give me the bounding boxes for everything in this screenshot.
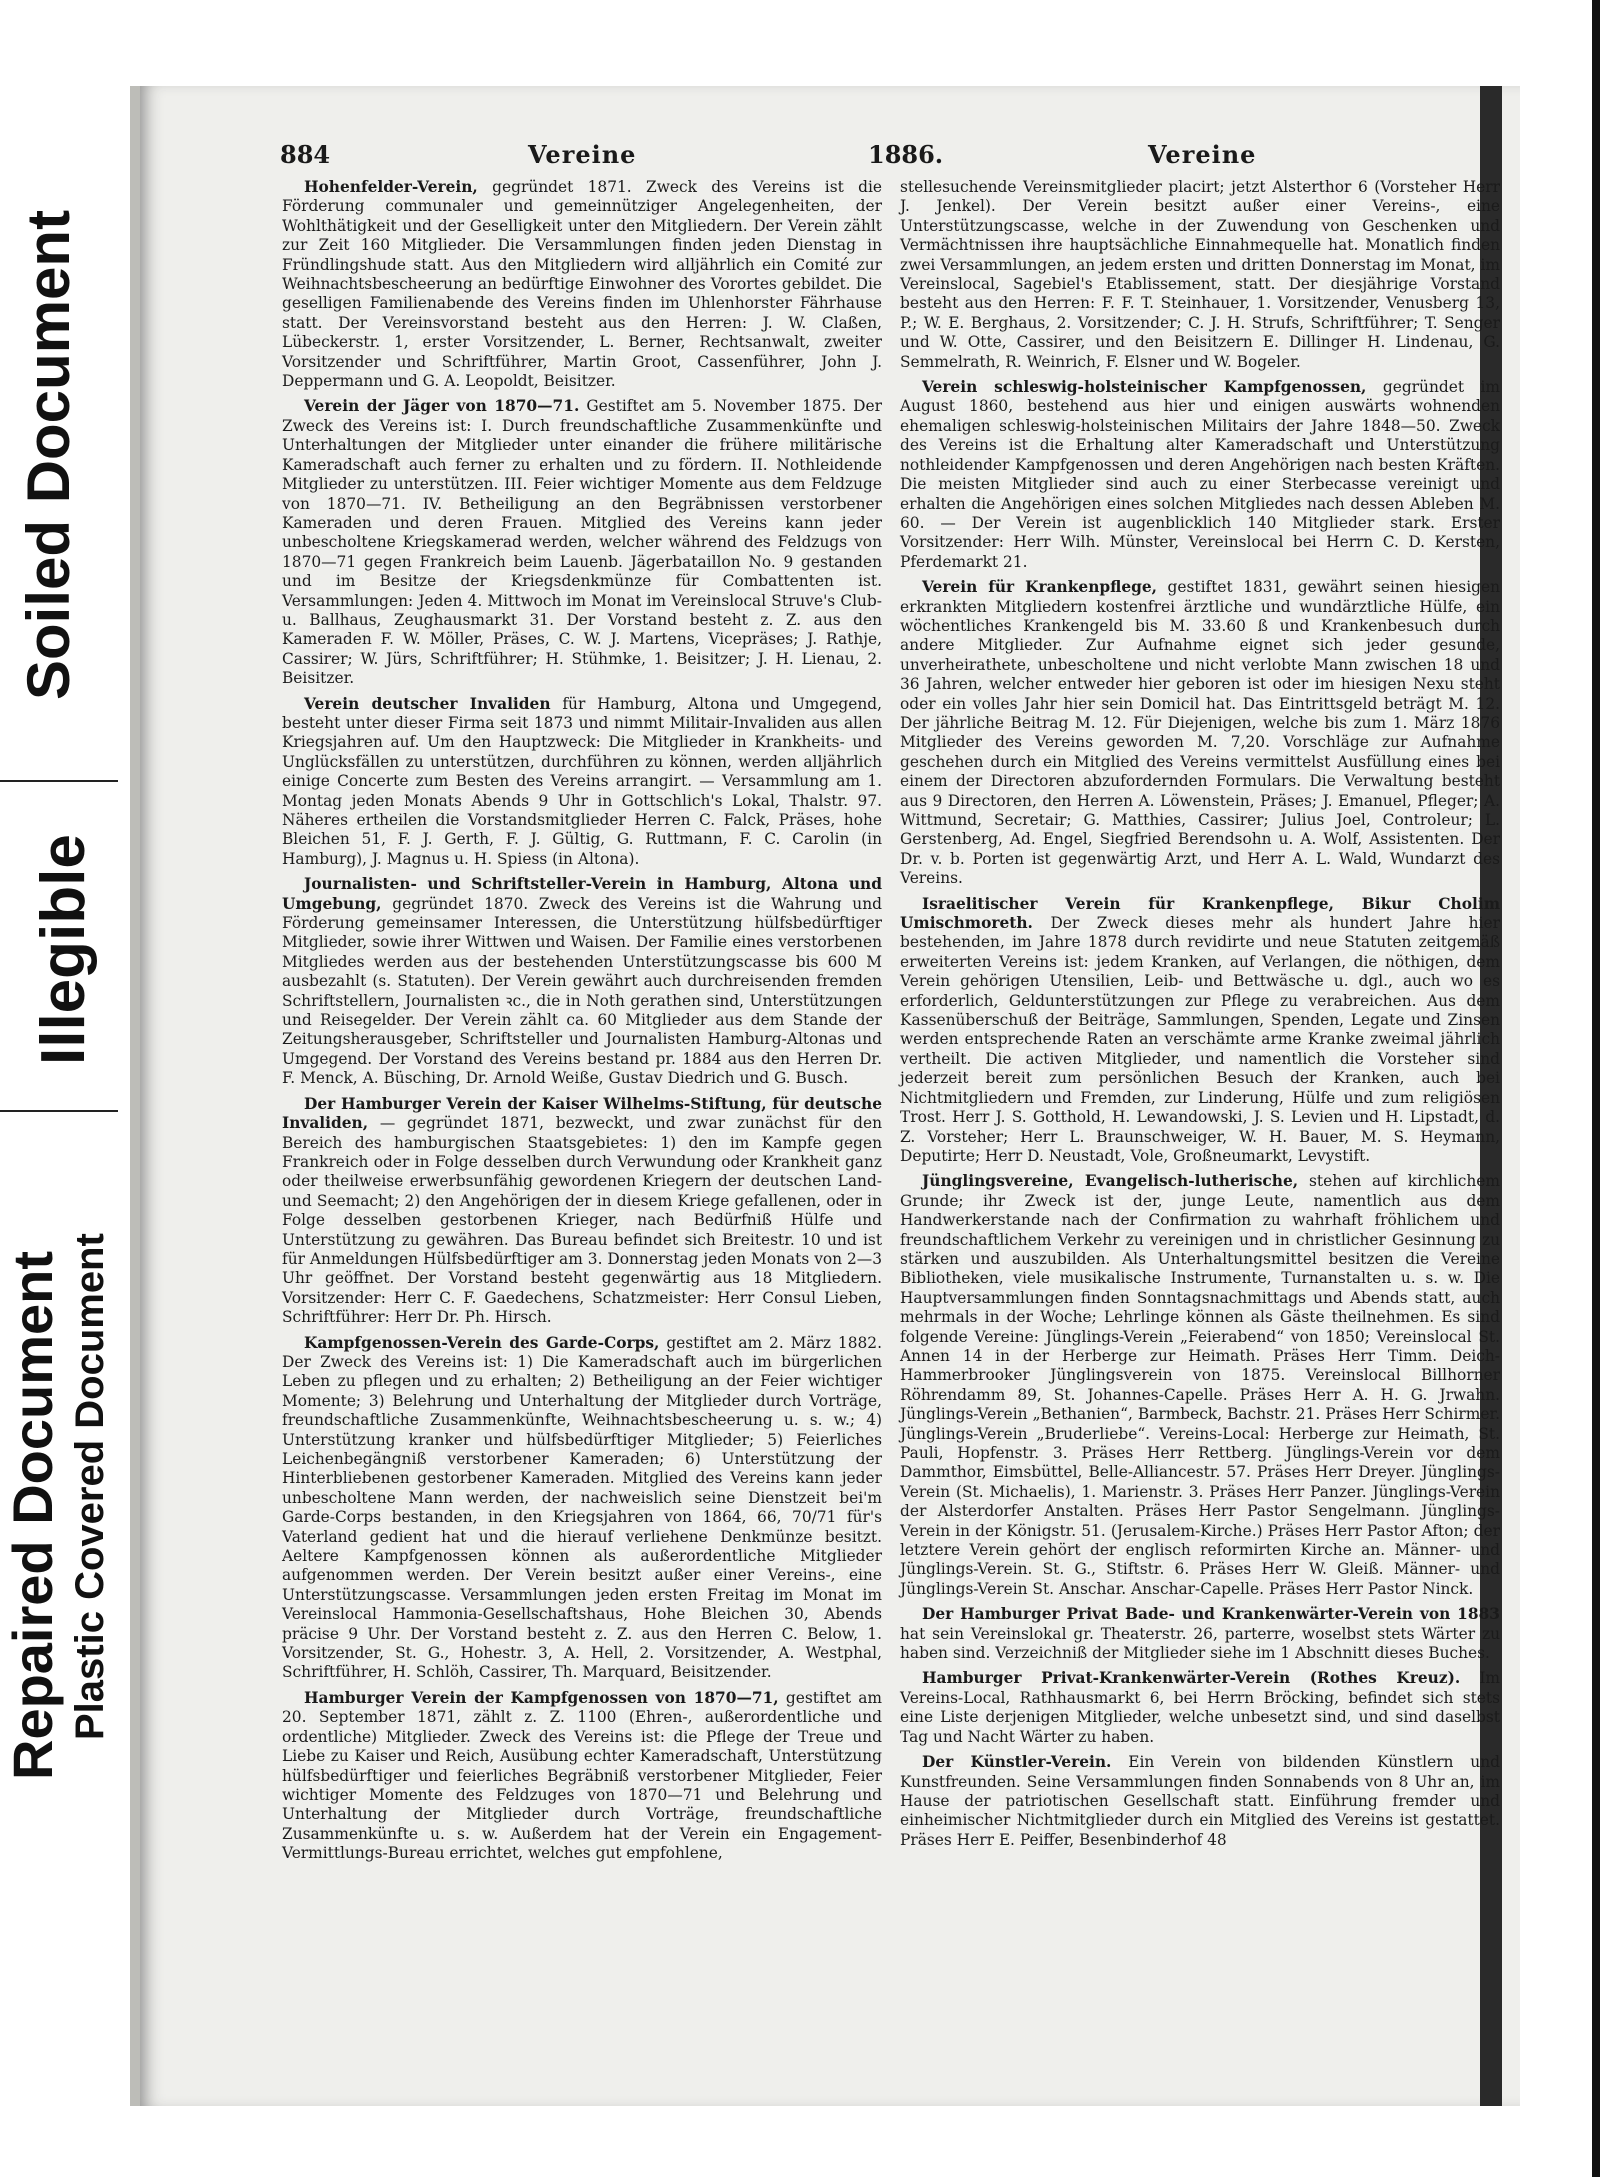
plastic-covered-document-label: Plastic Covered Document bbox=[68, 1233, 112, 1740]
entry-title: Israelitischer Verein für Krankenpflege, Bikur Cholim Umischmoreth. bbox=[900, 894, 1500, 933]
page-header bbox=[148, 140, 1488, 180]
entry-body: Gestiftet am 5. November 1875. Der Zweck des Vereins ist: I. Durch freundschaftliche Zusammenkünfte und Unterhaltungen der Mitglieder unter einander die frühere militärische Kameradschaft auch ferner zu erhalten und zu fördern. II. Nothleidende Mitglieder zu unterstützen. III. Feier wichtiger Momente aus dem Feldzuge von 1870—71. IV. Betheiligung an den Begräbnissen verstorbener Kameraden und deren Frauen. Mitglied des Vereins kann jeder unbescholtene Kriegskamerad werden, welcher während des Feldzugs von 1870—71 gegen Frankreich beim Lauenb. Jägerbataillon No. 9 gestanden und im Besitze der Kriegsdenkmünze für Combattenten ist. Versammlungen: Jeden 4. Mittwoch im Monat im Vereinslocal Struve's Club- u. Ballhaus, Zeughausmarkt 31. Der Vorstand besteht z. Z. aus den Kameraden F. W. Möller, Präses, C. W. J. Martens, Vicepräses; J. Rathje, Cassirer; W. Jürs, Schriftführer; H. Stühmke, 1. Beisitzer; J. H. Lienau, 2. Beisitzer. bbox=[282, 397, 882, 688]
margin-divider bbox=[0, 780, 118, 782]
entry bbox=[900, 1172, 1500, 1599]
entry bbox=[900, 578, 1500, 889]
entry-title: Hamburger Privat-Krankenwärter-Verein (Rothes Kreuz). bbox=[922, 1669, 1461, 1688]
entry bbox=[282, 397, 882, 688]
entry-body: gegründet 1871. Zweck des Vereins ist die Förderung communaler und gemeinnütziger Angelegenheiten, der Wohlthätigkeit und der Geselligkeit unter den Mitgliedern. Der Verein zählt zur Zeit 160 Mitglieder. Die Versammlungen finden jeden Dienstag in Fründlingshude statt. Aus den Mitgliedern wird alljährlich ein Comité zur Weihnachtsbescheerung an bedürftige Einwohner des Vorortes gebildet. Die geselligen Familienabende des Vereins finden im Uhlenhorster Fährhause statt. Der Vereinsvorstand besteht aus den Herren: J. W. Claßen, Lübeckerstr. 1, erster Vorsitzender, L. Berner, Rechtsanwalt, zweiter Vorsitzender und Schriftführer, Martin Groot, Cassenführer, John J. Deppermann und G. A. Leopoldt, Beisitzer. bbox=[282, 178, 882, 391]
entry bbox=[900, 1669, 1500, 1747]
page-number: 884 bbox=[280, 140, 331, 169]
entry-body: — gegründet 1871, bezweckt, und zwar zunächst für den Bereich des hamburgischen Staatsgebietes: 1) den im Kampfe gegen Frankreich oder in Folge desselben durch Verwundung oder Krankheit ganz oder theilweise erwerbsunfähig gewordenen Kriegern der deutschen Land- und Seemacht; 2) den Angehörigen der in diesem Kriege gefallenen, oder in Folge desselben gestorbenen Krieger, nach Bedürfniß Hülfe und Unterstützung zu gewähren. Das Bureau befindet sich Breitestr. 10 und ist für Anmeldungen Hülfsbedürftiger am 3. Donnerstag jeden Monats von 2—3 Uhr geöffnet. Der Vorstand besteht gegenwärtig aus 18 Mitgliedern. Vorsitzender: Herr C. F. Gaedechens, Schatzmeister: Herr Consul Lieben, Schriftführer: Herr Dr. Ph. Hirsch. bbox=[282, 1114, 882, 1327]
left-column bbox=[282, 178, 882, 1870]
entry-body: Ein Verein von bildenden Künstlern und Kunstfreunden. Seine Versammlungen finden Sonnabends von 8 Uhr an, im Hause der patriotischen Gesellschaft statt. Einführung fremder und einheimischer Nichtmitglieder durch ein Mitglied des Vereins ist gestattet. Präses Herr E. Peiffer, Besenbinderhof 48 bbox=[900, 1753, 1500, 1849]
soiled-document-label: Soiled Document bbox=[15, 209, 82, 700]
entry-title: Hohenfelder-Verein, bbox=[304, 178, 478, 196]
entry bbox=[282, 1095, 882, 1328]
entry-body: hat sein Vereinslokal gr. Theaterstr. 26, parterre, woselbst stets Wärter zu haben sind. Verzeichniß der Mitglieder siehe im 1 Abschnitt dieses Buches. bbox=[900, 1624, 1500, 1663]
entry-body: Im Vereins-Local, Rathhausmarkt 6, bei Herrn Bröcking, befindet sich stets eine Liste derjenigen Mitglieder, welche unbesetzt sind, und sind daselbst Tag und Nacht Wärter zu haben. bbox=[900, 1669, 1500, 1746]
entry-title: Jünglingsvereine, Evangelisch-lutherische, bbox=[922, 1172, 1299, 1191]
entry bbox=[282, 1689, 882, 1864]
year-heading: 1886. bbox=[868, 140, 944, 169]
running-title-right: Vereine bbox=[1148, 140, 1257, 169]
entry-body: gegründet im August 1860, bestehend aus hier und einigen auswärts wohnenden ehemaligen schleswig-holsteinischen Militairs der Jahre 1848—50. Zweck des Vereins ist die Erhaltung alter Kameradschaft und Unterstützung nothleidender Kampfgenossen und deren Angehörigen nach besten Kräften. Die meisten Mitglieder sind auch zu einer Sterbecasse vereinigt und erhalten die Angehörigen eines solchen Mitgliedes nach dessen Ableben M. 60. — Der Verein ist augenblicklich 140 Mitglieder stark. Erster Vorsitzender: Herr Wilh. Münster, Vereinslocal bei Herrn C. D. Kersten, Pferdemarkt 21. bbox=[900, 378, 1500, 571]
illegible-label: Illegible bbox=[29, 834, 98, 1065]
entry bbox=[900, 1753, 1500, 1850]
entry-title: Verein schleswig-holsteinischer Kampfgenossen, bbox=[922, 378, 1367, 397]
entry-title: Verein für Krankenpflege, bbox=[922, 578, 1158, 597]
entry-title: Der Hamburger Verein der Kaiser Wilhelms-Stiftung, für deutsche Invaliden, bbox=[282, 1094, 882, 1133]
entry-body: gegründet 1870. Zweck des Vereins ist die Wahrung und Förderung gemeinsamer Interessen, die Unterstützung hülfsbedürftiger Mitglieder, sowie ihrer Wittwen und Waisen. Der Familie eines verstorbenen Mitgliedes werden aus der bestehenden Unterstützungscasse bis 600 M ausbezahlt (s. Statuten). Der Verein gewährt auch durchreisenden fremden Schriftstellern, Journalisten ꝛc., die in Noth gerathen sind, Unterstützungen und Reisegelder. Der Verein zählt ca. 60 Mitglieder aus dem Stande der Zeitungsherausgeber, Schriftsteller und Journalisten Hamburg-Altonas und Umgegend. Der Vorstand des Vereins bestand pr. 1884 aus den Herren Dr. F. Menck, A. Büsching, Dr. Arnold Weiße, Gustav Diedrich und G. Busch. bbox=[282, 894, 882, 1088]
margin-divider bbox=[0, 1110, 118, 1112]
entry-title: Verein der Jäger von 1870—71. bbox=[304, 397, 580, 416]
entry-continuation bbox=[900, 178, 1500, 372]
entry bbox=[900, 895, 1500, 1167]
entry bbox=[282, 875, 882, 1088]
scan-border bbox=[1592, 0, 1600, 2177]
right-column bbox=[900, 178, 1500, 1856]
entry bbox=[282, 695, 882, 870]
entry-title: Verein deutscher Invaliden bbox=[304, 694, 551, 713]
entry bbox=[900, 378, 1500, 572]
entry-body: gestiftet am 20. September 1871, zählt z. Z. 1100 (Ehren-, außerordentliche und ordentliche) Mitglieder. Zweck des Vereins ist: die Pflege der Treue und Liebe zu Kaiser und Reich, Ausübung echter Kameradschaft, Unterstützung hülfsbedürftiger und feierliches Begräbniß verstorbener Mitglieder, Feier wichtiger Momente des Feldzuges von 1870—71 und Belehrung und Unterhaltung der Mitglieder durch Vorträge, freundschaftliche Zusammenkünfte u. s. w. Außerdem hat der Verein ein Engagement-Vermittlungs-Bureau errichtet, welches gut empfohlene, bbox=[282, 1688, 882, 1863]
entry-body: stellesuchende Vereinsmitglieder placirt; jetzt Alsterthor 6 (Vorsteher Herr J. Jenkel). Der Verein besitzt außer einer Vereins-, eine Unterstützungscasse, welche in der Zuwendung von Geschenken und Vermächtnissen ihre hauptsächliche Einnahmequelle hat. Monatlich finden zwei Versammlungen, an jedem ersten und dritten Donnerstag im Monat, im Vereinslocal, Sagebiel's Etablissement, statt. Der diesjährige Vorstand besteht aus den Herren: F. F. T. Steinhauer, 1. Vorsitzender, Venusberg 13, P.; W. E. Berghaus, 2. Vorsitzender; C. J. H. Strufs, Schriftführer; T. Senger und W. Otte, Cassirer, und den Beisitzern E. Dillinger H. Lindenau, G. Semmelrath, R. Weinrich, F. Elsner und W. Bogeler. bbox=[900, 178, 1500, 371]
repaired-document-label: Repaired Document bbox=[1, 1251, 64, 1780]
entry-title: Der Hamburger Privat Bade- und Krankenwärter-Verein von 1883 bbox=[922, 1605, 1500, 1624]
entry-title: Kampfgenossen-Verein des Garde-Corps, bbox=[304, 1333, 660, 1352]
entry-body: Der Zweck dieses mehr als hundert Jahre hier bestehenden, im Jahre 1878 durch revidirte und neue Statuten zeitgemäß erweiterten Vereins ist: jedem Kranken, auf Verlangen, die nöthigen, dem Verein gehörigen Utensilien, Leib- und Bettwäsche u. dgl., auch wo es erforderlich, Geldunterstützungen zur Pflege zu verabreichen. Aus dem Kassenüberschuß der Beiträge, Sammlungen, Spenden, Legate und Zinsen werden entsprechende Raten an verschämte arme Kranke zweimal jährlich vertheilt. Die activen Mitglieder, und namentlich die Vorsteher sind jederzeit bereit zum persönlichen Besuch der Kranken, auch bei Nichtmitgliedern und Fremden, zur Linderung, Hülfe und zum religiösen Trost. Herr J. S. Gotthold, H. Lewandowski, J. S. Levien und H. Lipstadt, d. Z. Vorsteher; Herr L. Braunschweiger, W. H. Bauer, M. S. Heymann, Deputirte; Herr D. Neustadt, Vole, Großneumarkt, Levystift. bbox=[900, 914, 1500, 1165]
entry bbox=[282, 1334, 882, 1683]
entry bbox=[282, 178, 882, 391]
entry-title: Journalisten- und Schriftsteller-Verein in Hamburg, Altona und Umgebung, bbox=[282, 875, 882, 913]
entry-title: Der Künstler-Verein. bbox=[922, 1753, 1112, 1772]
entry-title: Hamburger Verein der Kampfgenossen von 1870—71, bbox=[304, 1688, 779, 1707]
entry-body: für Hamburg, Altona und Umgegend, besteht unter dieser Firma seit 1873 und nimmt Militair-Invaliden aus allen Kriegsjahren auf. Um den Hauptzweck: Die Mitglieder in Krankheits- und Unglücksfällen zu unterstützen, durchführen zu können, werden alljährlich einige Concerte zum Besten des Vereins arrangirt. — Versammlung am 1. Montag jeden Monats Abends 9 Uhr in Gottschlich's Lokal, Thalstr. 97. Näheres ertheilen die Vorstandsmitglieder Herren C. Falck, Präses, hohe Bleichen 51, F. J. Gerth, F. J. Gültig, G. Ruttmann, F. C. Carolin (in Hamburg), J. Magnus u. H. Spiess (in Altona). bbox=[282, 694, 882, 868]
running-title-left: Vereine bbox=[528, 140, 637, 169]
entry bbox=[900, 1605, 1500, 1663]
entry-body: gestiftet am 2. März 1882. Der Zweck des Vereins ist: 1) Die Kameradschaft auch im bürgerlichen Leben zu pflegen und zu erhalten; 2) Betheiligung an der Feier wichtiger Momente; 3) Belehrung und Unterhaltung der Mitglieder durch Vorträge, freundschaftliche Zusammenkünfte, Weihnachtsbescheerung u. s. w.; 4) Unterstützung kranker und hülfsbedürftiger Mitglieder; 5) Feierliches Leichenbegängniß verstorbener Kameraden; 6) Unterstützung der Hinterbliebenen gestorbener Kameraden. Mitglied des Vereins kann jeder unbescholtene Mann werden, der nachweislich seine Dienstzeit bei'm Garde-Corps bestanden, in den Kriegsjahren von 1864, 66, 70/71 für's Vaterland gedient hat und die hierauf verliehene Denkmünze besitzt. Aeltere Kampfgenossen können als außerordentliche Mitglieder aufgenommen werden. Der Verein besitzt außer einer Vereins-, eine Unterstützungscasse. Versammlungen jeden ersten Freitag im Monat im Vereinslocal Hammonia-Gesellschaftshaus, Hohe Bleichen 30, Abends präcise 9 Uhr. Der Vorstand besteht z. Z. aus den Herren C. Below, 1. Vorsitzender, St. G., Hohestr. 3, A. Hell, 2. Vorsitzender, A. Westphal, Schriftführer, H. Schlöh, Cassirer, Th. Marquard, Beisitzender. bbox=[282, 1333, 882, 1682]
entry-body: stehen auf kirchlichem Grunde; ihr Zweck ist der, junge Leute, namentlich aus dem Handwerkerstande nach der Confirmation zu wahrhaft fröhlichem und freundschaftlichem Verkehr zu vereinigen und in christlicher Gesinnung zu stärken und auszubilden. Als Unterhaltungsmittel besitzen die Vereine Bibliotheken, viele musikalische Instrumente, Turnanstalten u. s. w. Die Hauptversammlungen finden Sonntagsnachmittags und Abends statt, auch mehrmals in der Woche; Lehrlinge können als Gäste theilnehmen. Es sind folgende Vereine: Jünglings-Verein „Feierabend“ von 1850; Vereinslocal St. Annen 14 in der Herberge zur Heimath. Präses Herr Timm. Deich-Hammerbrooker Jünglingsverein von 1875. Vereinslocal Billhorner Röhrendamm 89, St. Johannes-Capelle. Präses Herr A. H. G. Jrwahn. Jünglings-Verein „Bethanien“, Barmbeck, Bachstr. 21. Präses Herr Schirmer. Jünglings-Verein „Bruderliebe“. Vereins-Local: Herberge zur Heimath, St. Pauli, Hopfenstr. 3. Präses Herr Rettberg. Jünglings-Verein vor dem Dammthor, Eimsbüttel, Belle-Alliancestr. 57. Präses Herr Dreyer. Jünglings-Verein (St. Michaelis), 1. Marienstr. 3. Präses Herr Panzer. Jünglings-Verein der Alsterdorfer Anstalten. Präses Herr Pastor Sengelmann. Jünglings-Verein in der Königstr. 51. (Jerusalem-Kirche.) Präses Herr Pastor Afton; der letztere Verein gehört der englisch reformirten Kirche an. Männer- und Jünglings-Verein. St. G., Stiftstr. 6. Präses Herr W. Gleiß. Männer- und Jünglings-Verein St. Anschar. Anschar-Capelle. Präses Herr Pastor Ninck. bbox=[900, 1172, 1500, 1598]
entry-body: gestiftet 1831, gewährt seinen hiesigen erkrankten Mitgliedern kostenfrei ärztliche und wundärztliche Hülfe, ein wöchentliches Krankengeld bis M. 33.60 ß und Krankenbesuch durch andere Mitglieder. Zur Aufnahme eignet sich jeder gesunde, unverheirathete, unbescholtene und nicht verlobte Mann zwischen 18 und 36 Jahren, welcher entweder hier geboren ist oder im hiesigen Nexu steht oder ein volles Jahr hier sein Domicil hat. Das Eintrittsgeld beträgt M. 12. Der jährliche Beitrag M. 12. Für Diejenigen, welche bis zum 1. März 1876 Mitglieder des Vereins geworden M. 7,20. Vorschläge zur Aufnahme geschehen durch ein Mitglied des Vereins vermittelst Ausfüllung eines bei einem der Directoren abzufordernden Formulars. Die Verwaltung besteht aus 9 Directoren, den Herren A. Löwenstein, Präses; J. Emanuel, Pfleger; A. Wittmund, Secretair; G. Matthies, Cassirer; Julius Joel, Controleur; L. Gerstenberg, Ad. Engel, Siegfried Berendsohn u. A. Wolf, Assistenten. Der Dr. v. b. Porten ist gegenwärtig Arzt, und Herr A. L. Wald, Wundarzt des Vereins. bbox=[900, 578, 1500, 888]
